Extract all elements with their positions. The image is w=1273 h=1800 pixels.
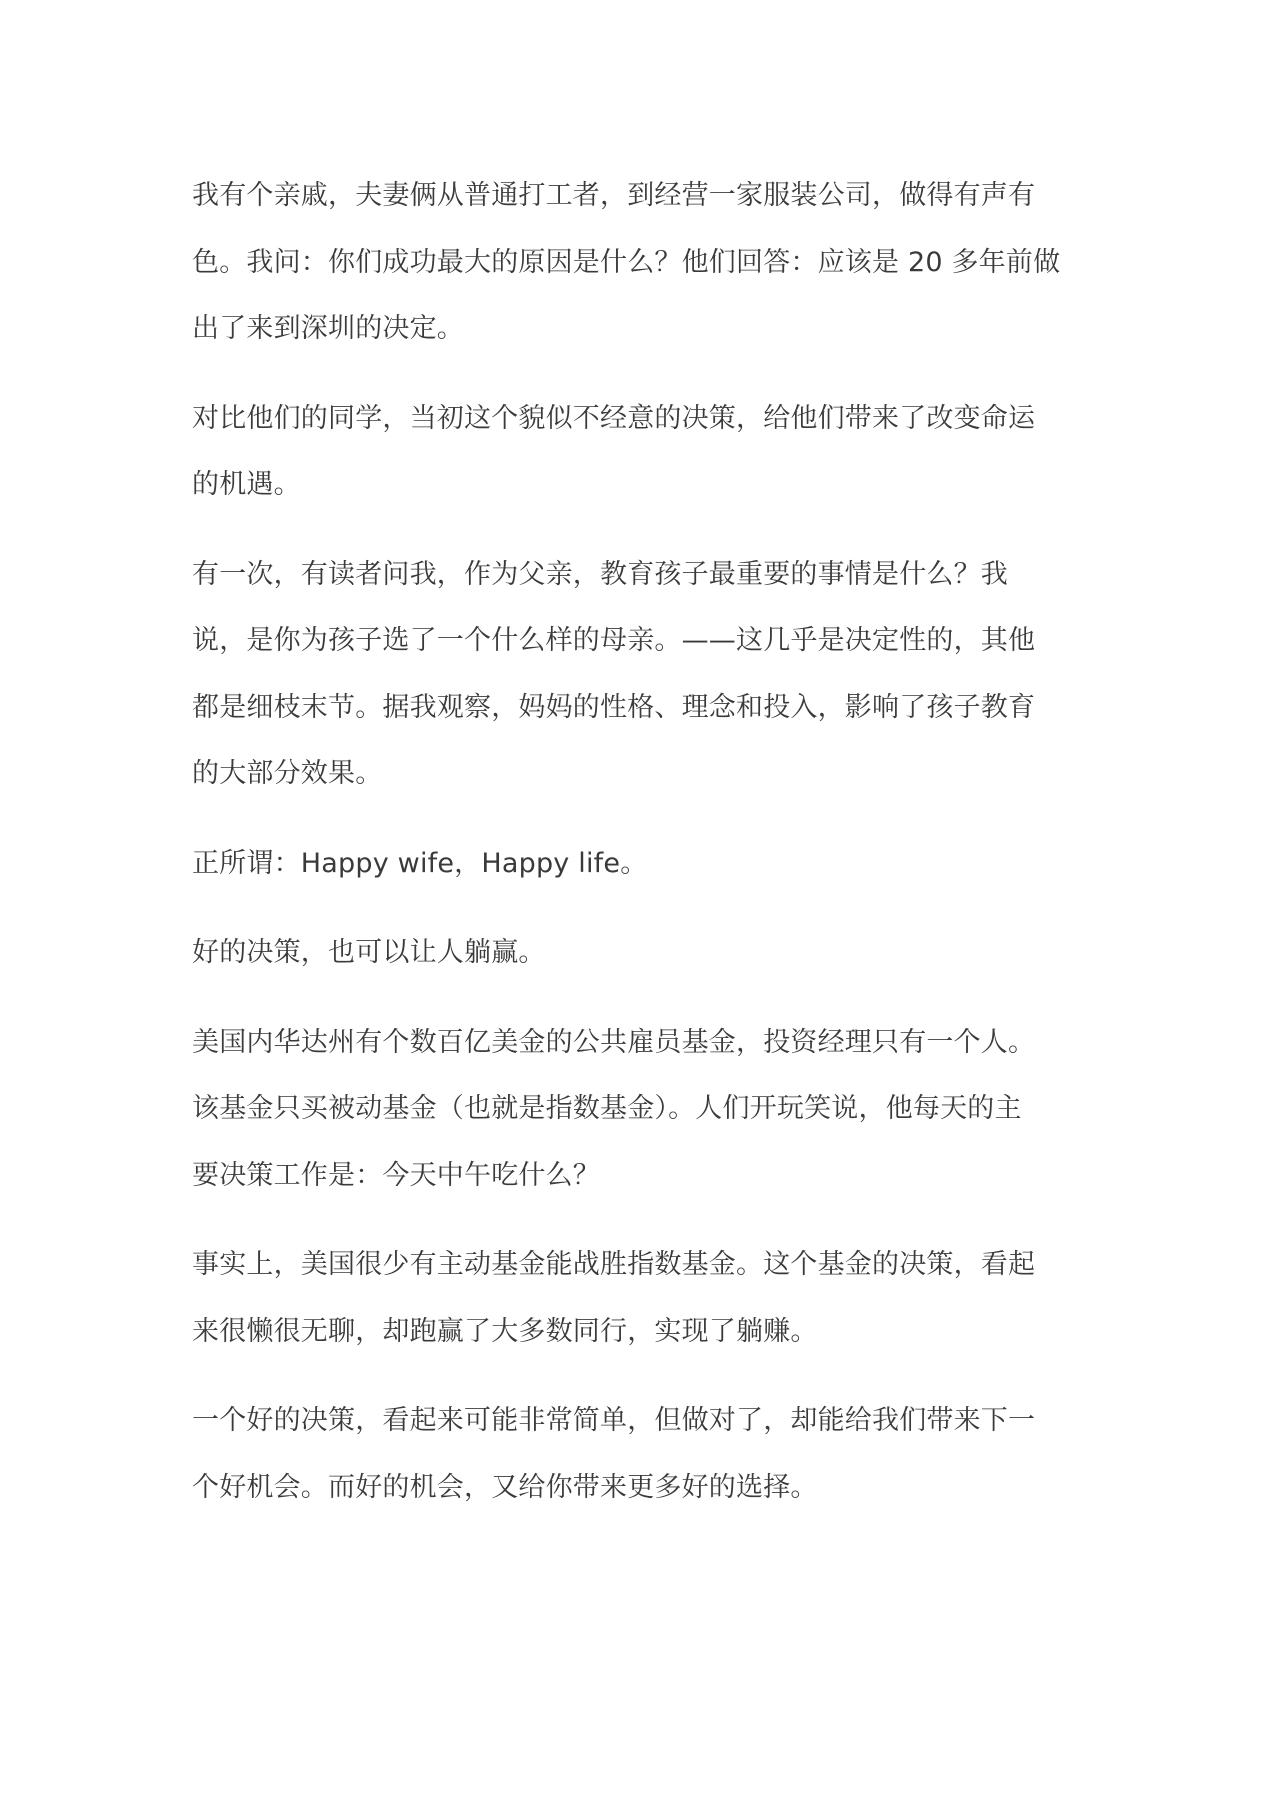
paragraph-5 [192, 920, 1092, 987]
paragraph-line: 一个好的决策，看起来可能非常简单，但做对了，却能给我们带来下一 [192, 1405, 1036, 1436]
article-body [192, 163, 1092, 1544]
paragraph-8 [192, 1388, 1092, 1521]
paragraph-line: 对比他们的同学，当初这个貌似不经意的决策，给他们带来了改变命运 [192, 402, 1036, 434]
paragraph-7 [192, 1232, 1092, 1365]
paragraph-line: 都是细枝末节。据我观察，妈妈的性格、理念和投入，影响了孩子教育 [192, 691, 1036, 723]
paragraph-line: 的机遇。 [192, 469, 301, 500]
paragraph-line: 出了来到深圳的决定。 [192, 313, 464, 344]
paragraph-line: 来很懒很无聊，却跑赢了大多数同行，实现了躺赚。 [192, 1315, 818, 1347]
paragraph-line: 美国内华达州有个数百亿美金的公共雇员基金，投资经理只有一个人。 [192, 1026, 1036, 1058]
paragraph-line: 个好机会。而好的机会，又给你带来更多好的选择。 [192, 1471, 818, 1503]
paragraph-line: 事实上，美国很少有主动基金能战胜指数基金。这个基金的决策，看起 [192, 1249, 1036, 1280]
paragraph-line: 色。我问：你们成功最大的原因是什么？他们回答：应该是 20 多年前做 [192, 246, 1061, 278]
paragraph-1 [192, 163, 1092, 363]
paragraph-2 [192, 386, 1092, 519]
paragraph-line: 好的决策，也可以让人躺赢。 [192, 937, 546, 968]
paragraph-line: 我有个亲戚，夫妻俩从普通打工者，到经营一家服装公司，做得有声有 [192, 180, 1036, 211]
paragraph-line: 的大部分效果。 [192, 758, 383, 789]
paragraph-line: 该基金只买被动基金（也就是指数基金）。人们开玩笑说，他每天的主 [192, 1093, 1022, 1124]
paragraph-line: 正所谓：Happy wife，Happy life。 [192, 847, 648, 879]
paragraph-3 [192, 542, 1092, 808]
paragraph-4 [192, 831, 1092, 898]
paragraph-line: 说，是你为孩子选了一个什么样的母亲。——这几乎是决定性的，其他 [192, 625, 1036, 656]
paragraph-line: 要决策工作是：今天中午吃什么？ [192, 1159, 600, 1191]
paragraph-line: 有一次，有读者问我，作为父亲，教育孩子最重要的事情是什么？我 [192, 558, 1008, 590]
paragraph-6 [192, 1010, 1092, 1210]
